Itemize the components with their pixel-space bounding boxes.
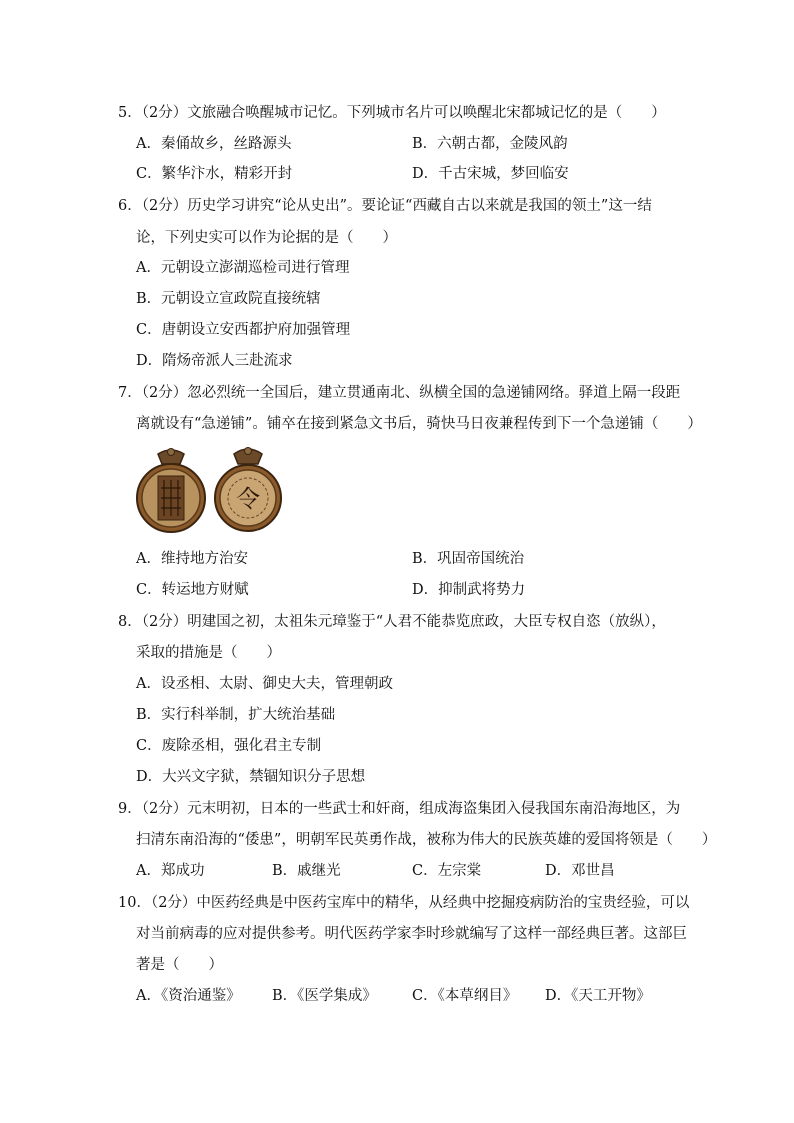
question-9-option-c[interactable]: C．左宗棠 (412, 863, 482, 879)
question-6-stem-line-2: 论，下列史实可以作为论据的是（ ） (136, 230, 397, 246)
question-7-option-a[interactable]: A．维持地方治安 (136, 551, 248, 567)
question-9-stem-line-2: 扫清东南沿海的“倭患”，明朝军民英勇作战，被称为伟大的民族英雄的爱国将领是（ ） (136, 832, 717, 848)
question-5-stem: 5．（2分）文旅融合唤醒城市记忆。下列城市名片可以唤醒北宋都城记忆的是（ ） (118, 105, 666, 121)
medal-image-left (136, 446, 206, 534)
question-10-option-b[interactable]: B．《医学集成》 (272, 988, 377, 1004)
question-7-stem-line-1: 7．（2分）忽必烈统一全国后，建立贯通南北、纵横全国的急递铺网络。驿道上隔一段距 (118, 385, 681, 401)
question-6-option-b[interactable]: B．元朝设立宣政院直接统辖 (136, 291, 321, 307)
question-6-option-c[interactable]: C．唐朝设立安西都护府加强管理 (136, 322, 351, 338)
question-8-option-d[interactable]: D．大兴文字狱，禁锢知识分子思想 (136, 769, 366, 785)
question-10-stem-line-2: 对当前病毒的应对提供参考。明代医药学家李时珍就编写了这样一部经典巨著。这部巨 (136, 926, 687, 942)
question-6-stem-line-1: 6．（2分）历史学习讲究“论从史出”。要论证“西藏自古以来就是我国的领土”这一结 (118, 198, 652, 214)
question-8-option-c[interactable]: C．废除丞相，强化君主专制 (136, 738, 322, 754)
question-7-stem-line-2: 离就设有“急递铺”。铺卒在接到紧急文书后，骑快马日夜兼程传到下一个急递铺（ ） (136, 416, 702, 432)
question-10-option-a[interactable]: A．《资治通鉴》 (136, 988, 241, 1004)
question-6-option-d[interactable]: D．隋炀帝派人三赴流求 (136, 353, 293, 369)
question-6-option-a[interactable]: A．元朝设立澎湖巡检司进行管理 (136, 260, 350, 276)
medal-image-right (214, 444, 282, 534)
question-9-option-b[interactable]: B．戚继光 (272, 863, 341, 879)
medal-character: 令 (236, 485, 260, 513)
question-8-stem-line-1: 8．（2分）明建国之初，太祖朱元璋鉴于“人君不能恭览庶政，大臣专权自恣（放纵）， (118, 614, 666, 630)
question-10-stem-line-3: 著是（ ） (136, 957, 223, 973)
question-9-option-a[interactable]: A．郑成功 (136, 863, 205, 879)
question-5-option-b[interactable]: B．六朝古都，金陵风韵 (412, 136, 568, 152)
question-7-option-c[interactable]: C．转运地方财赋 (136, 582, 249, 598)
question-7-option-d[interactable]: D．抑制武将势力 (412, 582, 526, 598)
question-8-stem-line-2: 采取的措施是（ ） (136, 645, 281, 661)
question-9-stem-line-1: 9．（2分）元末明初，日本的一些武士和奸商，组成海盗集团入侵我国东南沿海地区，为 (118, 801, 681, 817)
question-8-option-b[interactable]: B．实行科举制，扩大统治基础 (136, 707, 336, 723)
question-10-stem-line-1: 10．（2分）中医药经典是中医药宝库中的精华，从经典中挖掘疫病防治的宝贵经验，可以 (118, 895, 690, 911)
question-10-option-d[interactable]: D．《天工开物》 (545, 988, 651, 1004)
question-5-option-d[interactable]: D．千古宋城，梦回临安 (412, 166, 569, 182)
question-9-option-d[interactable]: D．邓世昌 (545, 863, 615, 879)
question-5-option-c[interactable]: C．繁华汴水，精彩开封 (136, 166, 293, 182)
question-7-option-b[interactable]: B．巩固帝国统治 (412, 551, 525, 567)
question-8-option-a[interactable]: A．设丞相、太尉、御史大夫，管理朝政 (136, 676, 393, 692)
question-5-option-a[interactable]: A．秦俑故乡，丝路源头 (136, 136, 292, 152)
question-10-option-c[interactable]: C．《本草纲目》 (412, 988, 518, 1004)
